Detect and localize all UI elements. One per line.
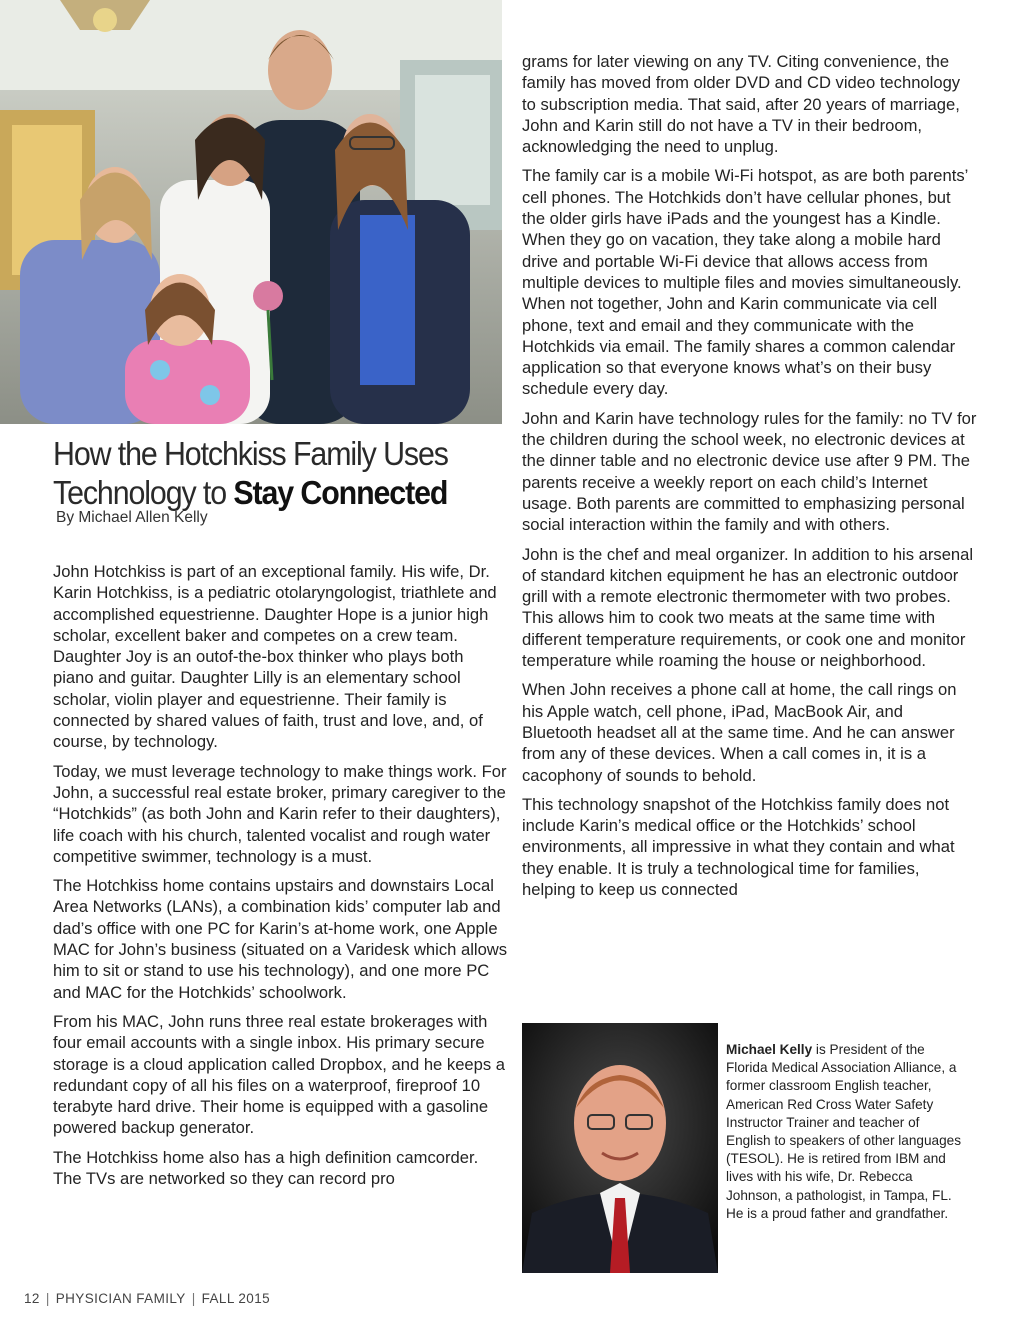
- family-photo: [0, 0, 502, 424]
- paragraph: John Hotchkiss is part of an exceptional family. His wife, Dr. Karin Hotchkiss, is a pediatric otolaryngologist, triathlete and accomplished equestrienne. Daughter Hope is a junior high scholar, excellent baker and competes on a crew team. Daughter Joy is an outof-the-box thinker who plays both piano and guitar. Daughter Lilly is an elementary school scholar, violin player and equestrienne. Their family is connected by shared values of faith, trust and love, and, of course, by technology.: [53, 562, 497, 752]
- paragraph: John is the chef and meal organizer. In addition to his arsenal of standard kitchen equipment he has an electronic outdoor grill with a remote electronic thermometer with two probes. This allows him to cook two meats at the same time with different temperature requirements, or cook one and monitor temperature while roaming the house or neighborhood.: [522, 544, 974, 671]
- footer-separator: |: [191, 1291, 196, 1306]
- footer-separator: |: [45, 1291, 50, 1306]
- article-title-emphasis: Stay Connected: [233, 474, 448, 511]
- paragraph: From his MAC, John runs three real estate brokerages with four email accounts with a single inbox. His primary secure storage is a cloud application called Dropbox, and he keeps a redundant copy of all his files on a waterproof, fireproof 10 terabyte hard drive. Their home is equipped with a gasoline powered backup generator.: [53, 1011, 506, 1138]
- article-title-line1: How the Hotchkiss Family Uses: [53, 435, 448, 472]
- article-title: [53, 434, 458, 512]
- author-name: Michael Kelly: [726, 1042, 813, 1057]
- issue-date: FALL 2015: [201, 1291, 271, 1306]
- paragraph: The Hotchkiss home also has a high definition camcorder. The TVs are networked so they can record pro: [53, 1147, 479, 1189]
- publication-name: PHYSICIAN FAMILY: [55, 1291, 186, 1306]
- paragraph: grams for later viewing on any TV. Citing convenience, the family has moved from older DVD and CD video technology to subscription media. That said, after 20 years of marriage, John and Karin still do not have a TV in their bedroom, acknowledging the need to unplug.: [522, 52, 961, 157]
- article-column-right: [522, 51, 977, 908]
- paragraph: This technology snapshot of the Hotchkiss family does not include Karin’s medical office or the Hotchkids’ school environments, all impressive in what they contain and what they enable. It is truly a technological time for families, helping to keep us connected: [522, 794, 955, 899]
- author-bio-text: is President of the Florida Medical Association Alliance, a former classroom English teacher, American Red Cross Water Safety Instructor Trainer and teacher of English to speakers of other languages (TESOL). He is retired from IBM and lives with his wife, Dr. Rebecca Johnson, a pathologist, in Tampa, FL. He is a proud father and grandfather.: [726, 1042, 962, 1221]
- article-title-line2: [53, 473, 458, 512]
- article-column-left: [53, 561, 508, 1197]
- paragraph: The Hotchkiss home contains upstairs and downstairs Local Area Networks (LANs), a combination kids’ computer lab and dad’s office with one PC for Karin’s at-home work, one Apple MAC for John’s business (situated on a Varidesk which allows him to sit or stand to use his technology), and one more PC and MAC for the Hotchkids’ schoolwork.: [53, 876, 508, 1002]
- page-number: 12: [24, 1291, 40, 1306]
- author-bio: [726, 1041, 964, 1223]
- paragraph: Today, we must leverage technology to make things work. For John, a successful real estate broker, primary caregiver to the “Hotchkids” (as both John and Karin refer to their daughters), life coach with his church, talented vocalist and rough water competitive swimmer, technology is a must.: [53, 761, 507, 866]
- article-title-plain: Technology to: [53, 474, 234, 511]
- paragraph: John and Karin have technology rules for the family: no TV for the children during the school week, no electronic devices at the dinner table and no electronic device use after 9 PM. The parents receive a weekly report on each child’s Internet usage. Both parents are committed to emphasizing personal social interaction within the family and with others.: [522, 408, 977, 535]
- byline: By Michael Allen Kelly: [56, 509, 208, 526]
- paragraph: The family car is a mobile Wi-Fi hotspot, as are both parents’ cell phones. The Hotchkids don’t have cellular phones, but the older girls have iPads and the youngest has a Kindle. When they go on vacation, they take along a mobile hard drive and portable Wi-Fi device that allows access from multiple devices to multiple files and movies simultaneously. When not together, John and Karin communicate via cell phone, text and email and they communicate with the Hotchkids via email. The family shares a common calendar application so that everyone knows what’s on their busy schedule every day.: [522, 166, 968, 399]
- paragraph: When John receives a phone call at home, the call rings on his Apple watch, cell phone, iPad, MacBook Air, and Bluetooth headset all at the same time. And he can answer from any of these devices. When a call comes in, it is a cacophony of sounds to behold.: [522, 680, 957, 785]
- page-footer: [24, 1291, 270, 1306]
- author-photo: [522, 1023, 718, 1273]
